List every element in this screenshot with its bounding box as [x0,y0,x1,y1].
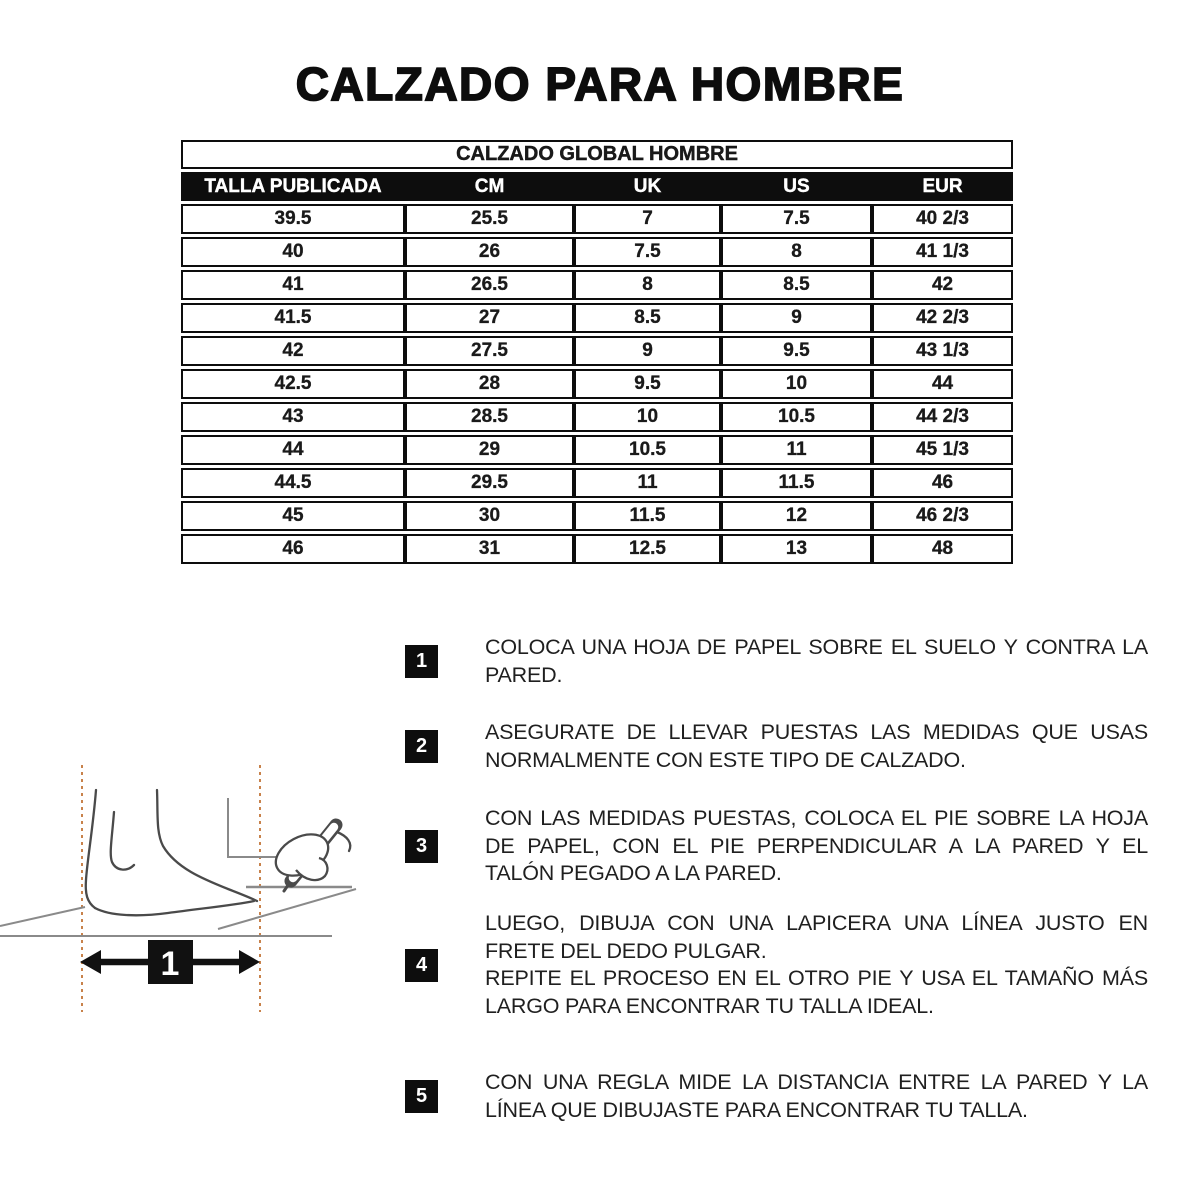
foot-measurement-illustration [0,750,380,1040]
cell-uk: 7 [574,204,721,234]
cell-uk: 7.5 [574,237,721,267]
cell-eur: 44 [872,369,1013,399]
step-number-badge: 3 [405,830,438,863]
cell-eur: 41 1/3 [872,237,1013,267]
foot-outline [86,790,257,915]
cell-cm: 29.5 [405,468,574,498]
cell-talla: 44 [181,435,405,465]
cell-eur: 46 2/3 [872,501,1013,531]
cell-uk: 11.5 [574,501,721,531]
cell-us: 9.5 [721,336,872,366]
instruction-steps [405,0,1148,1200]
cell-uk: 9.5 [574,369,721,399]
table-caption: CALZADO GLOBAL HOMBRE [181,140,1013,169]
step-number-badge: 4 [405,949,438,982]
cell-cm: 31 [405,534,574,564]
cell-us: 11 [721,435,872,465]
column-header-talla: TALLA PUBLICADA [181,172,405,201]
cell-uk: 8 [574,270,721,300]
step-paragraph: ASEGURATE DE LLEVAR PUESTAS LAS MEDIDAS QUE USAS NORMALMENTE CON ESTE TIPO DE CALZADO. [485,720,1148,772]
cell-eur: 43 1/3 [872,336,1013,366]
step-number-badge: 5 [405,1080,438,1113]
cell-talla: 45 [181,501,405,531]
step-paragraph: LUEGO, DIBUJA CON UNA LAPICERA UNA LÍNEA JUSTO EN FRETE DEL DEDO PULGAR. [485,911,1148,963]
hand-with-pen-icon [269,825,350,891]
measure-label: 1 [160,945,180,983]
cell-us: 9 [721,303,872,333]
cell-talla: 42 [181,336,405,366]
cell-cm: 27.5 [405,336,574,366]
step-paragraph: REPITE EL PROCESO EN EL OTRO PIE Y USA EL TAMAÑO MÁS LARGO PARA ENCONTRAR TU TALLA IDEAL. [485,966,1148,1018]
wall-mark [228,798,276,857]
cell-eur: 46 [872,468,1013,498]
step-paragraph: CON LAS MEDIDAS PUESTAS, COLOCA EL PIE SOBRE LA HOJA DE PAPEL, CON EL PIE PERPENDICULAR A LA PARED Y EL TALÓN PEGADO A LA PARED. [485,806,1148,886]
cell-eur: 42 [872,270,1013,300]
cell-us: 13 [721,534,872,564]
cell-cm: 26 [405,237,574,267]
cell-us: 8 [721,237,872,267]
cell-talla: 44.5 [181,468,405,498]
cell-eur: 40 2/3 [872,204,1013,234]
cell-uk: 8.5 [574,303,721,333]
cell-talla: 46 [181,534,405,564]
cell-eur: 42 2/3 [872,303,1013,333]
cell-us: 8.5 [721,270,872,300]
cell-talla: 42.5 [181,369,405,399]
cell-eur: 48 [872,534,1013,564]
step-text [485,910,1148,1020]
cell-talla: 40 [181,237,405,267]
instruction-step [405,634,1148,689]
step-text [485,719,1148,774]
cell-us: 11.5 [721,468,872,498]
column-header-eur: EUR [872,172,1013,201]
step-text [485,1069,1148,1124]
cell-us: 7.5 [721,204,872,234]
instruction-step [405,719,1148,774]
cell-talla: 43 [181,402,405,432]
step-paragraph: CON UNA REGLA MIDE LA DISTANCIA ENTRE LA PARED Y LA LÍNEA QUE DIBUJASTE PARA ENCONTRAR TU TALLA. [485,1070,1148,1122]
cell-cm: 28 [405,369,574,399]
hand-finger-curve [337,832,350,851]
cell-cm: 27 [405,303,574,333]
cell-uk: 9 [574,336,721,366]
step-text [485,634,1148,689]
cell-us: 10.5 [721,402,872,432]
cell-eur: 45 1/3 [872,435,1013,465]
cell-uk: 10 [574,402,721,432]
page-title: CALZADO PARA HOMBRE [295,58,905,110]
column-header-uk: UK [574,172,721,201]
column-header-us: US [721,172,872,201]
cell-cm: 30 [405,501,574,531]
cell-talla: 41.5 [181,303,405,333]
column-header-cm: CM [405,172,574,201]
step-number-badge: 2 [405,730,438,763]
cell-cm: 26.5 [405,270,574,300]
cell-cm: 28.5 [405,402,574,432]
cell-cm: 29 [405,435,574,465]
step-paragraph: COLOCA UNA HOJA DE PAPEL SOBRE EL SUELO Y CONTRA LA PARED. [485,635,1148,687]
measurement-arrow [80,940,260,984]
cell-uk: 10.5 [574,435,721,465]
cell-uk: 12.5 [574,534,721,564]
cell-talla: 39.5 [181,204,405,234]
step-text [485,805,1148,888]
arrowhead-left [80,950,101,974]
cell-us: 12 [721,501,872,531]
cell-talla: 41 [181,270,405,300]
cell-eur: 44 2/3 [872,402,1013,432]
arrowhead-right [239,950,260,974]
instruction-step [405,910,1148,1020]
cell-us: 10 [721,369,872,399]
step-number-badge: 1 [405,645,438,678]
cell-cm: 25.5 [405,204,574,234]
instruction-step [405,805,1148,888]
instruction-step [405,1069,1148,1124]
cell-uk: 11 [574,468,721,498]
